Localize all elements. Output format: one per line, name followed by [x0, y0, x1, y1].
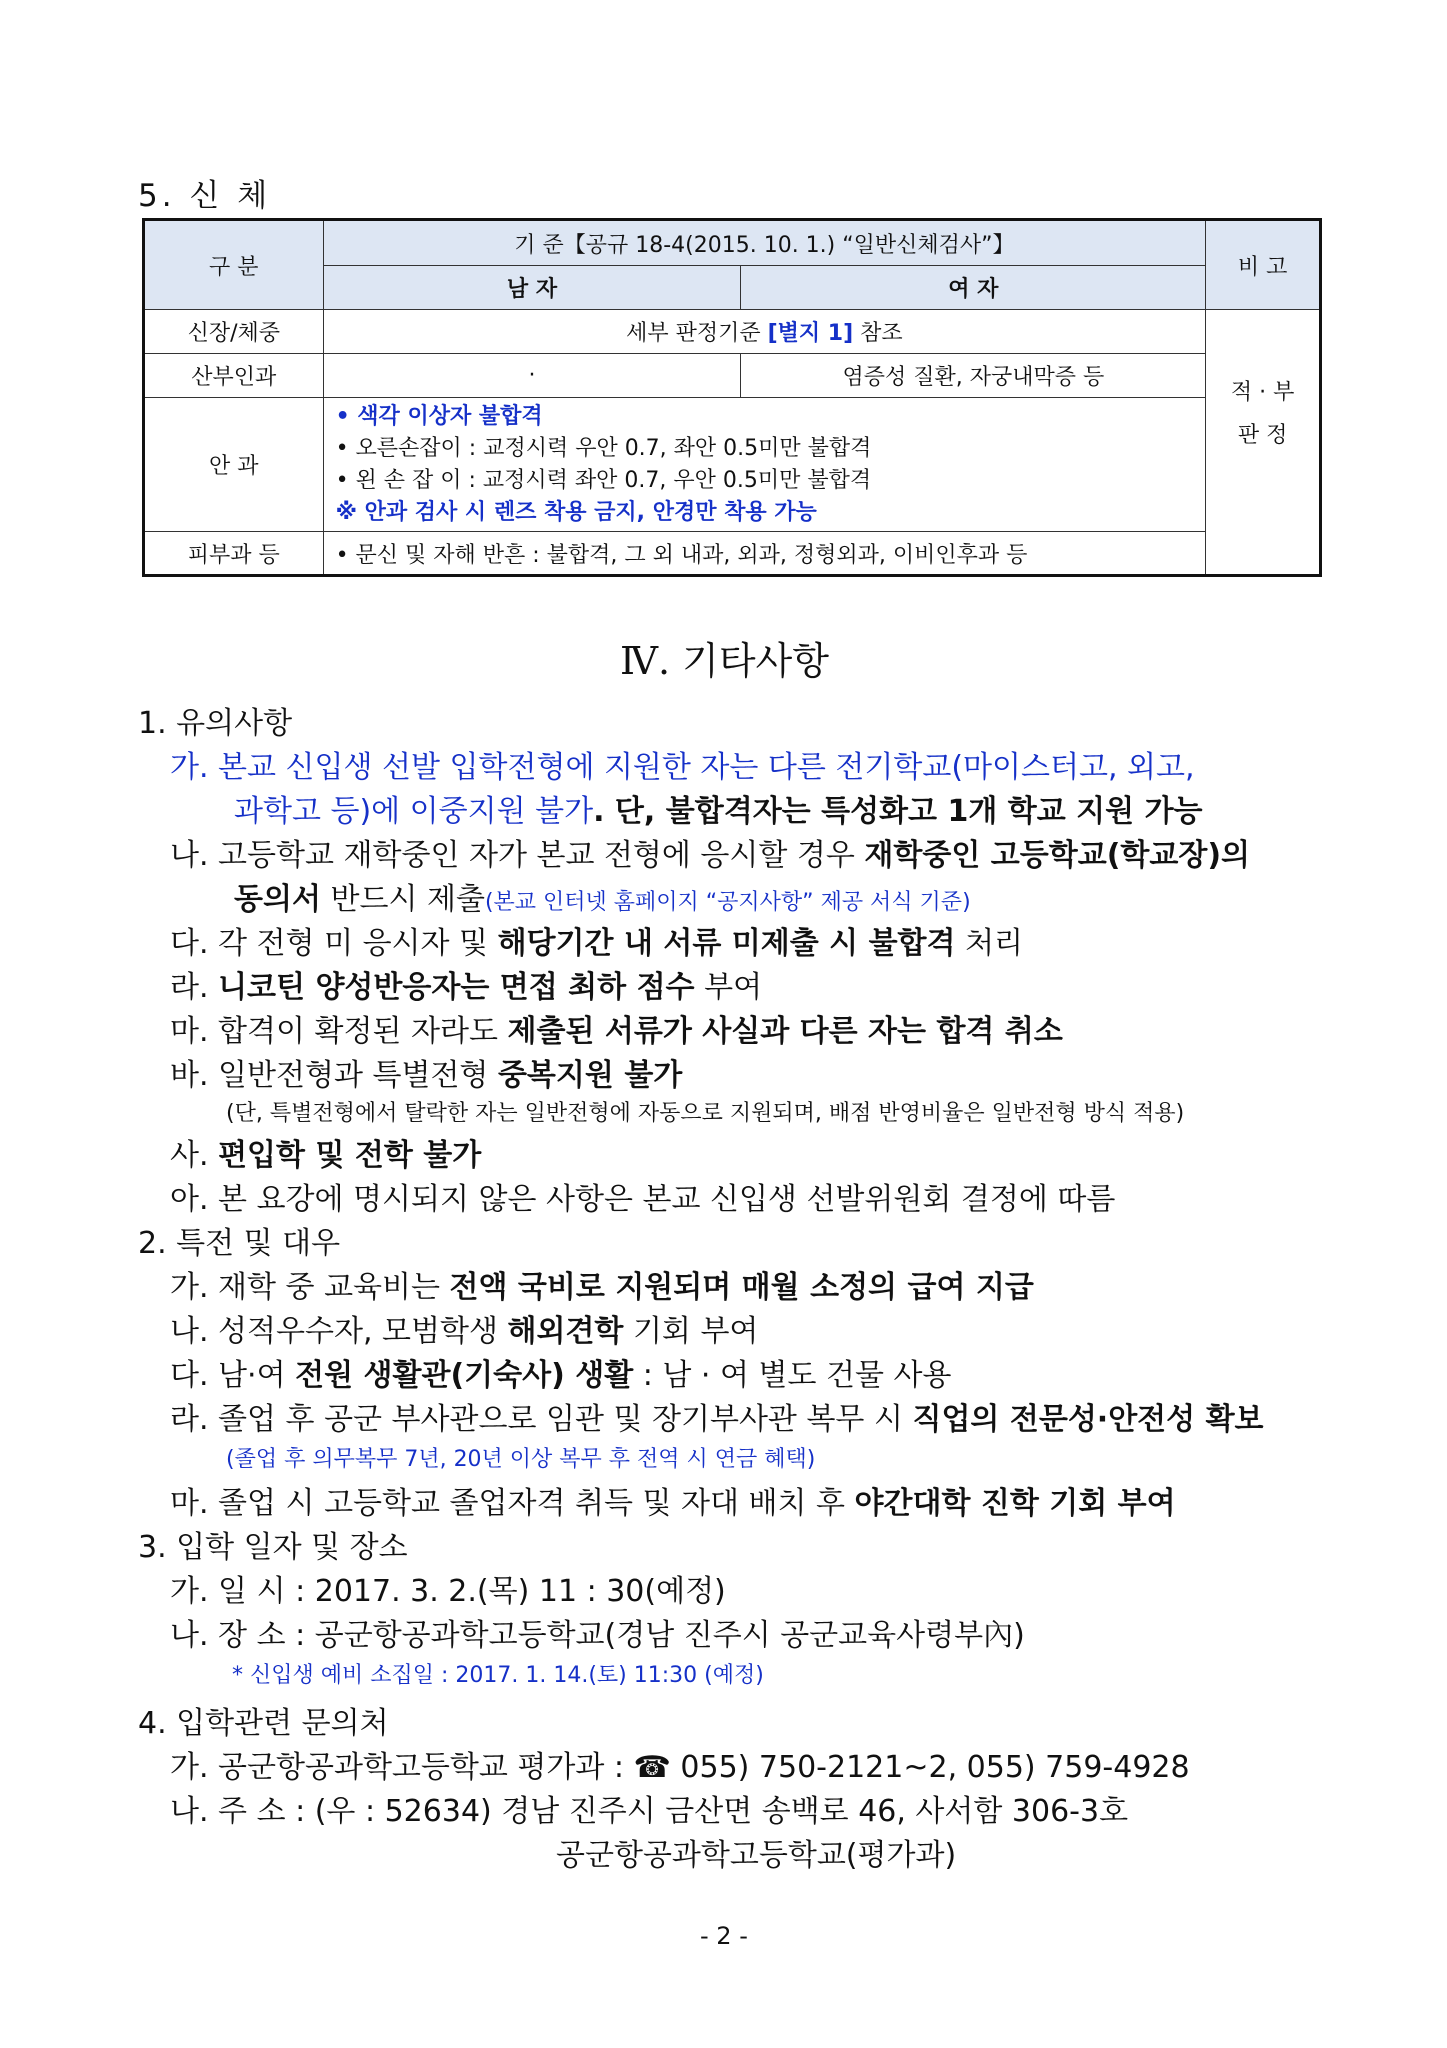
row-skin-label: 피부과 등	[144, 532, 324, 576]
notes-ba-note: (단, 특별전형에서 탈락한 자는 일반전형에 자동으로 지원되며, 배점 반영비율은 일반전형 방식 적용)	[226, 1101, 1185, 1126]
contact-title: 4. 입학관련 문의처	[138, 1706, 389, 1741]
section-5-title: 5. 신 체	[138, 178, 272, 214]
notes-ba: 바. 일반전형과 특별전형 중복지원 불가	[170, 1058, 683, 1093]
contact-address: 나. 주 소 : (우 : 52634) 경남 진주시 금산면 송백로 46, 사서함 306-3호	[170, 1794, 1129, 1829]
header-female: 여 자	[741, 266, 1206, 310]
benefits-ga: 가. 재학 중 교육비는 전액 국비로 지원되며 매월 소정의 급여 지급	[170, 1270, 1034, 1305]
row-skin-text: • 문신 및 자해 반흔 : 불합격, 그 외 내과, 외과, 정형외과, 이비인후과 등	[323, 532, 1206, 576]
benefits-da: 다. 남·여 전원 생활관(기숙사) 생활 : 남 · 여 별도 건물 사용	[170, 1358, 952, 1393]
benefits-ma: 마. 졸업 시 고등학교 졸업자격 취득 및 자대 배치 후 야간대학 진학 기회 부여	[170, 1486, 1176, 1521]
admission-place: 나. 장 소 : 공군항공과학고등학교(경남 진주시 공군교육사령부內)	[170, 1618, 1025, 1653]
row-eye-label: 안 과	[144, 398, 324, 532]
notes-ra: 라. 니코틴 양성반응자는 면접 최하 점수 부여	[170, 970, 763, 1005]
header-category: 구 분	[144, 220, 324, 310]
header-male: 남 자	[323, 266, 741, 310]
admission-date: 가. 일 시 : 2017. 3. 2.(목) 11 : 30(예정)	[170, 1574, 726, 1609]
row-obgyn-label: 산부인과	[144, 354, 324, 398]
row-obgyn-male: ·	[323, 354, 741, 398]
chapter-title: Ⅳ. 기타사항	[620, 639, 829, 683]
header-criteria: 기 준【공규 18-4(2015. 10. 1.) “일반신체검사”】	[323, 220, 1206, 266]
benefits-na: 나. 성적우수자, 모범학생 해외견학 기회 부여	[170, 1314, 759, 1349]
appendix-ref: [별지 1]	[767, 321, 854, 346]
notes-title: 1. 유의사항	[138, 706, 293, 741]
header-remarks: 비 고	[1206, 220, 1321, 310]
row-eye-text: • 색각 이상자 불합격 • 오른손잡이 : 교정시력 우안 0.7, 좌안 0.5미만 불합격 • 왼 손 잡 이 : 교정시력 좌안 0.7, 우안 0.5미만 불합격 ※ 안과 검사 시 렌즈 착용 금지, 안경만 착용 가능	[323, 398, 1206, 532]
notes-na-line1: 나. 고등학교 재학중인 자가 본교 전형에 응시할 경우 재학중인 고등학교(학교장)의	[170, 838, 1251, 873]
admission-title: 3. 입학 일자 및 장소	[138, 1530, 408, 1565]
page-number: - 2 -	[700, 1922, 748, 1950]
notes-ma: 마. 합격이 확정된 자라도 제출된 서류가 사실과 다른 자는 합격 취소	[170, 1014, 1063, 1049]
row-height-text: 세부 판정기준 [별지 1] 참조	[323, 310, 1206, 354]
notes-da: 다. 각 전형 미 응시자 및 해당기간 내 서류 미제출 시 불합격 처리	[170, 926, 1024, 961]
benefits-title: 2. 특전 및 대우	[138, 1226, 341, 1261]
notes-ga-line2: 과학고 등)에 이중지원 불가. 단, 불합격자는 특성화고 1개 학교 지원 가능	[234, 794, 1203, 829]
row-obgyn-female: 염증성 질환, 자궁내막증 등	[741, 354, 1206, 398]
benefits-ra-note: (졸업 후 의무복무 7년, 20년 이상 복무 후 전역 시 연금 혜택)	[226, 1447, 816, 1472]
notes-ga-line1: 가. 본교 신입생 선발 입학전형에 지원한 자는 다른 전기학교(마이스터고, 외고,	[170, 750, 1195, 785]
notes-sa: 사. 편입학 및 전학 불가	[170, 1138, 482, 1173]
physical-criteria-table	[142, 218, 1322, 577]
judgment-cell: 적 · 부 판 정	[1206, 310, 1321, 576]
notes-na-line2: 동의서 반드시 제출(본교 인터넷 홈페이지 “공지사항” 제공 서식 기준)	[234, 882, 971, 917]
notes-a: 아. 본 요강에 명시되지 않은 사항은 본교 신입생 선발위원회 결정에 따름	[170, 1182, 1116, 1217]
contact-school: 공군항공과학고등학교(평가과)	[556, 1838, 957, 1873]
benefits-ra: 라. 졸업 후 공군 부사관으로 임관 및 장기부사관 복무 시 직업의 전문성·안전성 확보	[170, 1402, 1264, 1437]
row-height-label: 신장/체중	[144, 310, 324, 354]
admission-note: * 신입생 예비 소집일 : 2017. 1. 14.(토) 11:30 (예정)	[232, 1663, 764, 1688]
contact-phone: 가. 공군항공과학고등학교 평가과 : ☎ 055) 750-2121~2, 055) 759-4928	[170, 1750, 1190, 1785]
